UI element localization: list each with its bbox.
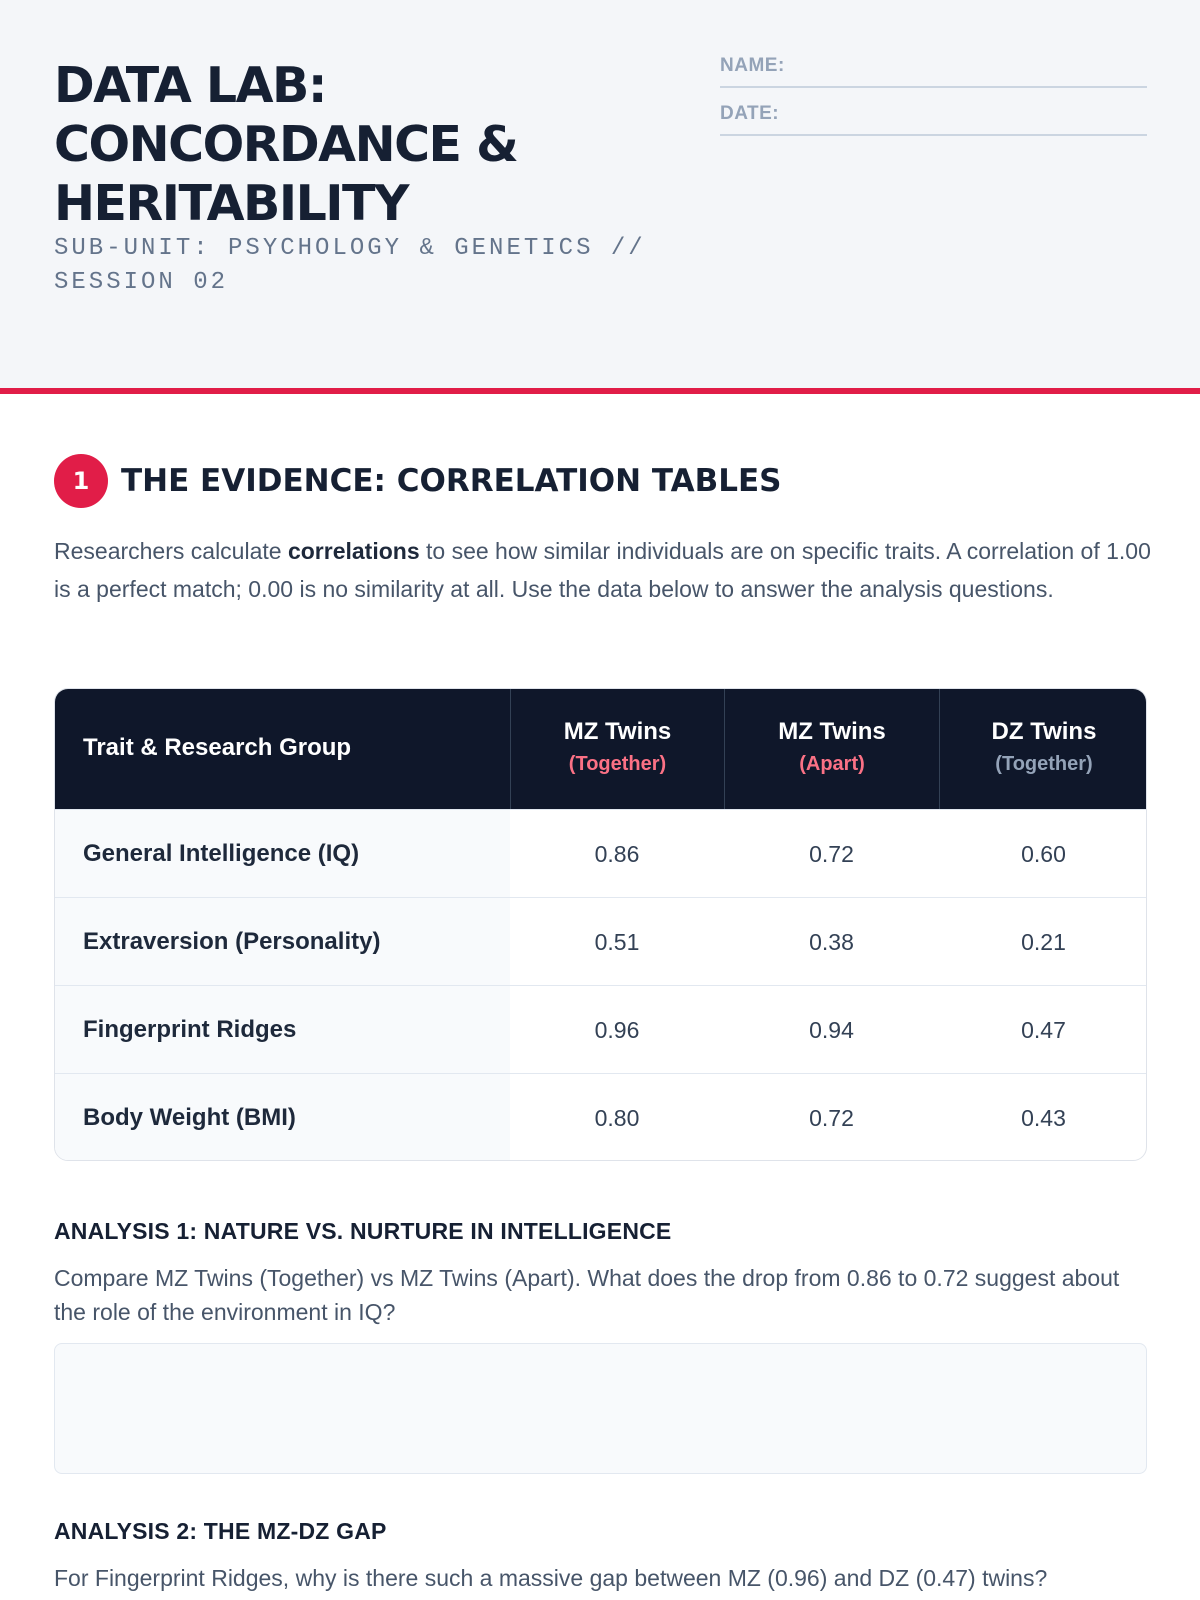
- table-header: [55, 689, 1147, 809]
- row-trait: Fingerprint Ridges: [55, 986, 510, 1074]
- table-row: [55, 897, 1147, 985]
- section-title: THE EVIDENCE: CORRELATION TABLES: [121, 463, 782, 499]
- section-intro: [54, 532, 1154, 608]
- section-heading: [54, 454, 1154, 508]
- analysis-1-heading: ANALYSIS 1: NATURE VS. NURTURE IN INTELLIGENCE: [54, 1218, 672, 1244]
- header-column: [724, 689, 939, 809]
- header-trait: [55, 689, 510, 809]
- row-value: 0.47: [1021, 1017, 1066, 1043]
- row-value: 0.72: [809, 841, 854, 867]
- column-title: MZ Twins: [778, 718, 886, 745]
- section-number-badge: 1: [54, 454, 108, 508]
- row-value: 0.21: [1021, 929, 1066, 955]
- row-value: 0.43: [1021, 1105, 1066, 1131]
- row-value: 0.94: [809, 1017, 854, 1043]
- name-label: NAME:: [720, 55, 785, 76]
- row-value: 0.80: [594, 1105, 640, 1131]
- name-field[interactable]: [720, 54, 1147, 88]
- date-field[interactable]: [720, 102, 1147, 136]
- column-title: MZ Twins: [563, 718, 672, 745]
- table-row: [55, 985, 1147, 1073]
- worksheet-title: DATA LAB: CONCORDANCE & HERITABILITY: [54, 57, 518, 232]
- column-subtitle: (Together): [568, 753, 667, 775]
- row-trait: General Intelligence (IQ): [55, 810, 510, 898]
- table-row: [55, 809, 1147, 897]
- row-value: 0.60: [1021, 841, 1066, 867]
- intro-text-start: Researchers calculate: [54, 538, 288, 564]
- row-value: 0.86: [594, 841, 640, 867]
- intro-bold-term: correlations: [287, 538, 420, 564]
- correlation-table: [54, 688, 1147, 1161]
- column-subtitle: (Together): [995, 753, 1093, 775]
- column-subtitle: (Apart): [799, 753, 865, 775]
- header-column: [510, 689, 724, 809]
- row-value: 0.38: [809, 929, 854, 955]
- worksheet-subtitle: SUB-UNIT: PSYCHOLOGY & GENETICS // SESSION 02: [54, 235, 646, 296]
- table-row: [55, 1073, 1147, 1161]
- header-trait-label: Trait & Research Group: [83, 734, 352, 761]
- worksheet-header: [0, 0, 1200, 394]
- header-column: [939, 689, 1147, 809]
- date-label: DATE:: [720, 103, 780, 124]
- analysis-2-question: For Fingerprint Ridges, why is there such a massive gap between MZ (0.96) and DZ (0.47) twins?: [54, 1565, 1048, 1591]
- intro-text-end: to see how similar individuals are on specific traits. A correlation of 1.00 is a perfect match; 0.00 is no similarity at all. Use the data below to answer the analysis questions.: [54, 538, 1151, 602]
- row-value: 0.51: [594, 929, 640, 955]
- analysis-1-question: Compare MZ Twins (Together) vs MZ Twins (Apart). What does the drop from 0.86 to 0.72 suggest about the role of the environment in IQ?: [54, 1265, 1120, 1325]
- row-value: 0.72: [809, 1105, 854, 1131]
- analysis-1-answer-box[interactable]: [54, 1343, 1147, 1474]
- row-trait: Extraversion (Personality): [55, 898, 510, 986]
- column-title: DZ Twins: [991, 718, 1097, 745]
- row-value: 0.96: [594, 1017, 640, 1043]
- row-trait: Body Weight (BMI): [55, 1074, 510, 1161]
- analysis-2-heading: ANALYSIS 2: THE MZ-DZ GAP: [54, 1518, 387, 1544]
